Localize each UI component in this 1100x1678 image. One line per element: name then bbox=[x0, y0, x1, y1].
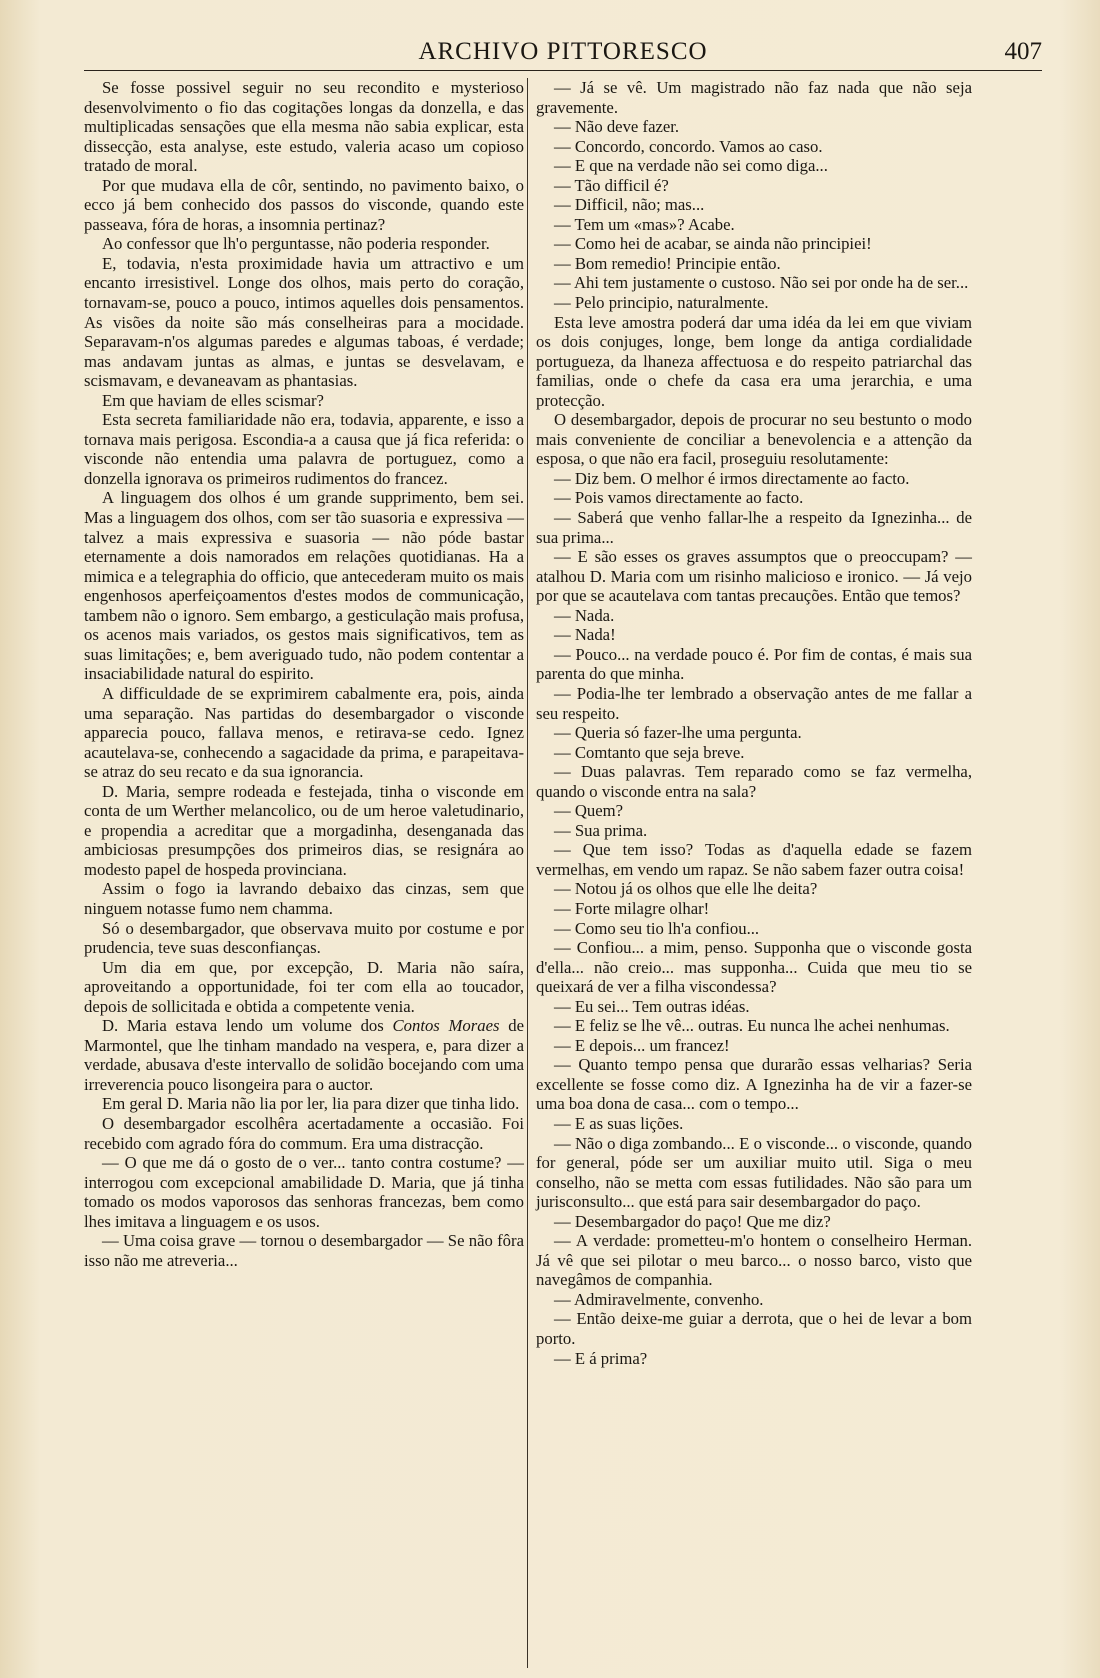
paragraph: — Saberá que venho fallar-lhe a respeito da Ignezinha... de sua prima... bbox=[536, 508, 972, 547]
paragraph: Assim o fogo ia lavrando debaixo das cinzas, sem que ninguem notasse fumo nem chamma. bbox=[84, 879, 524, 918]
paragraph: — Confiou... a mim, penso. Supponha que o visconde gosta d'ella... não creio... mas supponha... Cuida que meu tio se queixará de ver a filha viscondessa? bbox=[536, 938, 972, 997]
page-header bbox=[84, 36, 1042, 70]
paragraph: — Quanto tempo pensa que durarão essas velharias? Seria excellente se fosse como diz. A Ignezinha ha de vir a fazer-se uma boa dona de casa... com o tempo... bbox=[536, 1055, 972, 1114]
paragraph: — Sua prima. bbox=[554, 820, 648, 840]
paragraph: Só o desembargador, que observava muito por costume e por prudencia, teve suas desconfianças. bbox=[84, 918, 524, 958]
paragraph: — Então deixe-me guiar a derrota, que o hei de levar a bom porto. bbox=[536, 1309, 972, 1348]
paragraph: — Nada! bbox=[554, 625, 616, 645]
right-column bbox=[536, 78, 972, 1368]
header-rule bbox=[84, 70, 1042, 71]
publication-title: ARCHIVO PITTORESCO bbox=[418, 38, 708, 65]
paragraph: — Quem? bbox=[554, 801, 624, 821]
paragraph: — E as suas lições. bbox=[554, 1113, 684, 1133]
paragraph: Esta secreta familiaridade não era, todavia, apparente, e isso a tornava mais perigosa. Escondia-a a causa que já fica referida: o visconde não entendia uma palavra de portuguez, como a donzella ignorava os primeiros rudimentos do francez. bbox=[84, 410, 524, 488]
paragraph: — Concordo, concordo. Vamos ao caso. bbox=[554, 136, 823, 156]
paragraph: — E feliz se lhe vê... outras. Eu nunca lhe achei nenhumas. bbox=[554, 1016, 950, 1036]
paragraph: O desembargador escolhêra acertadamente a occasião. Foi recebido com agrado fóra do commum. Era uma distracção. bbox=[84, 1113, 524, 1153]
paragraph: Um dia em que, por excepção, D. Maria não saíra, aproveitando a opportunidade, foi ter com ella ao toucador, depois de sollicitada e obtida a competente venia. bbox=[84, 957, 524, 1016]
paragraph: — E á prima? bbox=[554, 1348, 648, 1368]
paragraph: — Admiravelmente, convenho. bbox=[554, 1289, 764, 1309]
page-number: 407 bbox=[1004, 38, 1042, 65]
paragraph: Esta leve amostra poderá dar uma idéa da lei em que viviam os dois conjuges, longe, bem longe da antiga cordialidade portugueza, da lhaneza affectuosa e do respeito patriarchal das familias, onde o chefe da casa era uma jerarchia, e uma protecção. bbox=[536, 312, 972, 410]
paragraph: — E depois... um francez! bbox=[554, 1035, 730, 1055]
paragraph: — Ahi tem justamente o custoso. Não sei por onde ha de ser... bbox=[554, 273, 969, 293]
paragraph: — Duas palavras. Tem reparado como se faz vermelha, quando o visconde entra na sala? bbox=[536, 762, 972, 801]
paragraph: Se fosse possivel seguir no seu recondito e mysterioso desenvolvimento o fio das cogitações longas da donzella, e das multiplicadas sensações que ella mesma não sabia explicar, esta dissecção, esta analyse, este estudo, valeria acaso um copioso tratado de moral. bbox=[84, 78, 524, 176]
paragraph: — Notou já os olhos que elle lhe deita? bbox=[554, 879, 818, 899]
paragraph: — Bom remedio! Principie então. bbox=[554, 253, 781, 273]
paragraph: Ao confessor que lh'o perguntasse, não poderia responder. bbox=[102, 234, 490, 254]
paragraph: — A verdade: prometteu-m'o hontem o conselheiro Herman. Já vê que sei pilotar o meu barco... o nosso barco, visto que navegâmos de companhia. bbox=[536, 1231, 972, 1290]
paragraph: — Eu sei... Tem outras idéas. bbox=[554, 996, 750, 1016]
paragraph: D. Maria estava lendo um volume dos Contos Moraes de Marmontel, que lhe tinham mandado na vespera, e, para dizer a verdade, abusava d'este intervallo de solidão bocejando com uma irreverencia pouco lisongeira para o auctor. bbox=[84, 1016, 524, 1094]
paragraph: Em geral D. Maria não lia por ler, lia para dizer que tinha lido. bbox=[102, 1094, 520, 1114]
paragraph: — Como seu tio lh'a confiou... bbox=[554, 918, 760, 938]
left-column bbox=[84, 78, 524, 1270]
paragraph: A linguagem dos olhos é um grande supprimento, bem sei. Mas a linguagem dos olhos, com ser tão suasoria e expressiva — talvez a mais expressiva e suasoria — não póde bastar eternamente a dois namorados em relações quotidianas. Ha a mimica e a telegraphia do officio, que antecederam muito os mais engenhosos aperfeiçoamentos d'estes modos de communicação, tambem não o ignoro. Sem embargo, a gesticulação mais profusa, os acenos mais variados, os gestos mais significativos, tem as suas limitações; e, bem averiguado tudo, não podem contentar a insaciabilidade natural do espirito. bbox=[84, 488, 524, 684]
paragraph: D. Maria, sempre rodeada e festejada, tinha o visconde em conta de um Werther melancolico, ou de um heroe valetudinario, e propendia a acreditar que a morgadinha, desenganada das ambiciosas presumpções dos primeiros dias, se resignára ao modesto papel de hospeda provinciana. bbox=[84, 781, 524, 879]
paragraph: E, todavia, n'esta proximidade havia um attractivo e um encanto irresistivel. Longe dos olhos, mais perto do coração, tornavam-se, pouco a pouco, intimos aquelles dois pensamentos. As visões da noite são más conselheiras para a mocidade. Separavam-n'os algumas paredes e algumas taboas, é verdade; mas andavam juntas as almas, e juntas se desvelavam, e scismavam, e devaneavam as phantasias. bbox=[84, 253, 524, 391]
paragraph: — Como hei de acabar, se ainda não principiei! bbox=[554, 234, 872, 254]
paragraph: — Pouco... na verdade pouco é. Por fim de contas, é mais sua parenta do que minha. bbox=[536, 644, 972, 684]
paragraph: — Não o diga zombando... E o visconde... o visconde, quando for general, póde ser um auxiliar muito util. Siga o meu conselho, não se metta com essas futilidades. Não são para um jurisconsulto... que está para sair desembargador do paço. bbox=[536, 1133, 972, 1212]
paragraph: — Tão difficil é? bbox=[554, 175, 669, 195]
paragraph: — E são esses os graves assumptos que o preoccupam? — atalhou D. Maria com um risinho malicioso e ironico. — Já vejo por que se acautelava com tantas precauções. Então que temos? bbox=[536, 547, 972, 606]
paragraph: — Queria só fazer-lhe uma pergunta. bbox=[554, 723, 802, 743]
paragraph: — Podia-lhe ter lembrado a observação antes de me fallar a seu respeito. bbox=[536, 683, 972, 723]
paragraph: — Difficil, não; mas... bbox=[554, 195, 705, 215]
paragraph: — Que tem isso? Todas as d'aquella edade se fazem vermelhas, em vendo um rapaz. Se não sabem fazer outra coisa! bbox=[536, 840, 972, 879]
paragraph: — E que na verdade não sei como diga... bbox=[554, 156, 828, 176]
paragraph: — Pelo principio, naturalmente. bbox=[554, 293, 769, 313]
paragraph: — Uma coisa grave — tornou o desembargador — Se não fôra isso não me atreveria... bbox=[84, 1231, 524, 1270]
paragraph: A difficuldade de se exprimirem cabalmente era, pois, ainda uma separação. Nas partidas do desembargador o visconde apparecia pouco, fallava menos, e retirava-se cedo. Ignez acautelava-se, conhecendo a sagacidade da prima, e parapeitava-se atraz do seu recato e da sua ignorancia. bbox=[84, 683, 524, 782]
paragraph: Por que mudava ella de côr, sentindo, no pavimento baixo, o ecco já bem conhecido dos passos do visconde, quando este passeava, fóra de horas, a insomnia pertinaz? bbox=[84, 175, 524, 234]
paragraph: Em que haviam de elles scismar? bbox=[102, 390, 324, 410]
paragraph: O desembargador, depois de procurar no seu bestunto o modo mais conveniente de conciliar a benevolencia e a attenção da esposa, o que não era facil, proseguiu resolutamente: bbox=[536, 410, 972, 469]
paragraph: — Comtanto que seja breve. bbox=[554, 742, 745, 762]
paragraph: — Já se vê. Um magistrado não faz nada que não seja gravemente. bbox=[536, 78, 972, 117]
paragraph: — Tem um «mas»? Acabe. bbox=[554, 214, 735, 234]
paragraph: — Não deve fazer. bbox=[554, 117, 680, 137]
paragraph: — Forte milagre olhar! bbox=[554, 898, 710, 918]
paragraph: — Nada. bbox=[554, 605, 615, 625]
paragraph: — O que me dá o gosto de o ver... tanto contra costume? — interrogou com excepcional amabilidade D. Maria, que já tinha tomado os modos vaporosos das senhoras francezas, bem como lhes imitava a linguagem e os usos. bbox=[84, 1153, 524, 1231]
paragraph: — Desembargador do paço! Que me diz? bbox=[554, 1211, 831, 1231]
paragraph: — Pois vamos directamente ao facto. bbox=[554, 488, 804, 508]
paragraph: — Diz bem. O melhor é irmos directamente ao facto. bbox=[554, 468, 910, 488]
column-divider bbox=[527, 78, 528, 1668]
